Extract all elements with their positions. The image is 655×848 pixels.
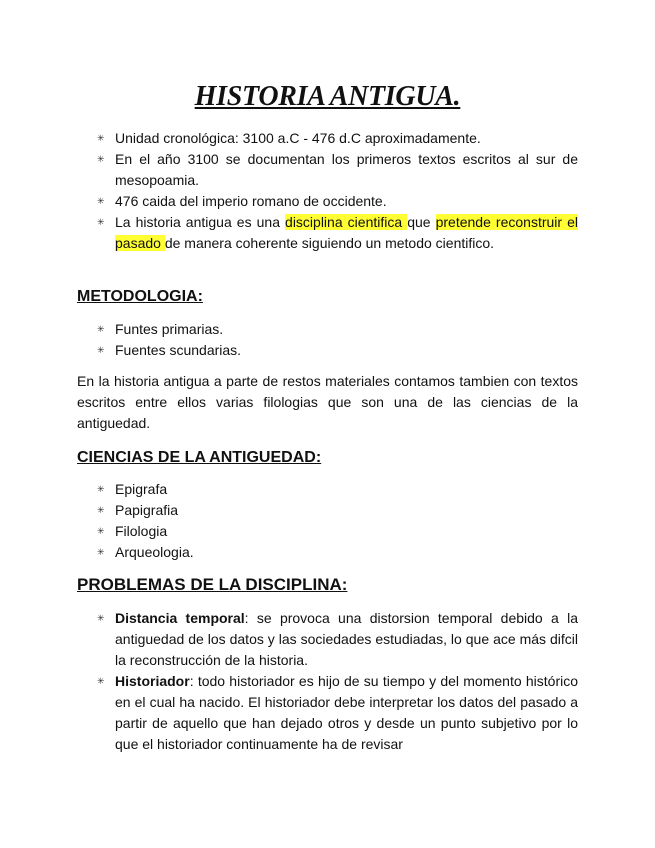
highlighted-text: disciplina cientifica bbox=[285, 214, 408, 230]
list-item: ✳ 476 caida del imperio romano de occidente. bbox=[77, 191, 578, 212]
bullet-icon: ✳ bbox=[97, 217, 105, 227]
metodologia-paragraph: En la historia antigua a parte de restos materiales contamos tambien con textos escritos entre ellos varias filologias que son una de las ciencias de la antiguedad. bbox=[77, 373, 578, 431]
problemas-list bbox=[77, 608, 578, 755]
highlighted-text: pretende reconstruir el pasado bbox=[115, 214, 579, 251]
list-item: ✳ Historiador: todo historiador es hijo de su tiempo y del momento histórico en el cual ha nacido. El historiador debe interpretar los datos del pasado a partir de aquello que han dejado otros y desde un punto subjetivo por lo que el historiador continuamente ha de revisar bbox=[97, 673, 578, 752]
list-item: ✳ Arqueologia. bbox=[77, 542, 578, 563]
bullet-icon: ✳ bbox=[97, 324, 105, 334]
intro-list bbox=[77, 128, 578, 254]
bullet-icon: ✳ bbox=[97, 613, 105, 623]
list-item: ✳ La historia antigua es una disciplina cientifica que pretende reconstruir el pasado de manera coherente siguiendo un metodo cientifico. bbox=[97, 214, 579, 251]
term-historiador: Historiador bbox=[115, 673, 190, 689]
section-heading-problemas: PROBLEMAS DE LA DISCIPLINA: bbox=[77, 575, 348, 594]
ciencias-list bbox=[77, 479, 578, 563]
bullet-icon: ✳ bbox=[97, 547, 105, 557]
section-heading-metodologia: METODOLOGIA: bbox=[77, 288, 203, 305]
list-item: ✳ Epigrafa bbox=[77, 479, 578, 500]
page-title: HISTORIA ANTIGUA. bbox=[194, 81, 461, 112]
bullet-icon: ✳ bbox=[97, 505, 105, 515]
bullet-icon: ✳ bbox=[97, 484, 105, 494]
section-heading-ciencias: CIENCIAS DE LA ANTIGUEDAD: bbox=[77, 449, 322, 466]
bullet-icon: ✳ bbox=[97, 345, 105, 355]
list-item: ✳ Papigrafia bbox=[77, 500, 578, 521]
term-distancia-temporal: Distancia temporal bbox=[115, 610, 245, 626]
bullet-icon: ✳ bbox=[97, 526, 105, 536]
list-item: ✳ Funtes primarias. bbox=[77, 319, 578, 340]
list-item: ✳ Distancia temporal: se provoca una distorsion temporal debido a la antiguedad de los datos y las sociedades estudiadas, lo que ace más difcil la reconstrucción de la historia. bbox=[97, 610, 578, 668]
bullet-icon: ✳ bbox=[97, 154, 105, 164]
list-item: ✳ En el año 3100 se documentan los primeros textos escritos al sur de mesopoamia. bbox=[97, 151, 578, 188]
list-item: ✳ Fuentes scundarias. bbox=[77, 340, 578, 361]
bullet-icon: ✳ bbox=[97, 196, 105, 206]
bullet-icon: ✳ bbox=[97, 676, 105, 686]
bullet-icon: ✳ bbox=[97, 133, 105, 143]
list-item: ✳ Unidad cronológica: 3100 a.C - 476 d.C aproximadamente. bbox=[77, 128, 578, 149]
metodologia-list bbox=[77, 319, 578, 361]
list-item: ✳ Filologia bbox=[77, 521, 578, 542]
